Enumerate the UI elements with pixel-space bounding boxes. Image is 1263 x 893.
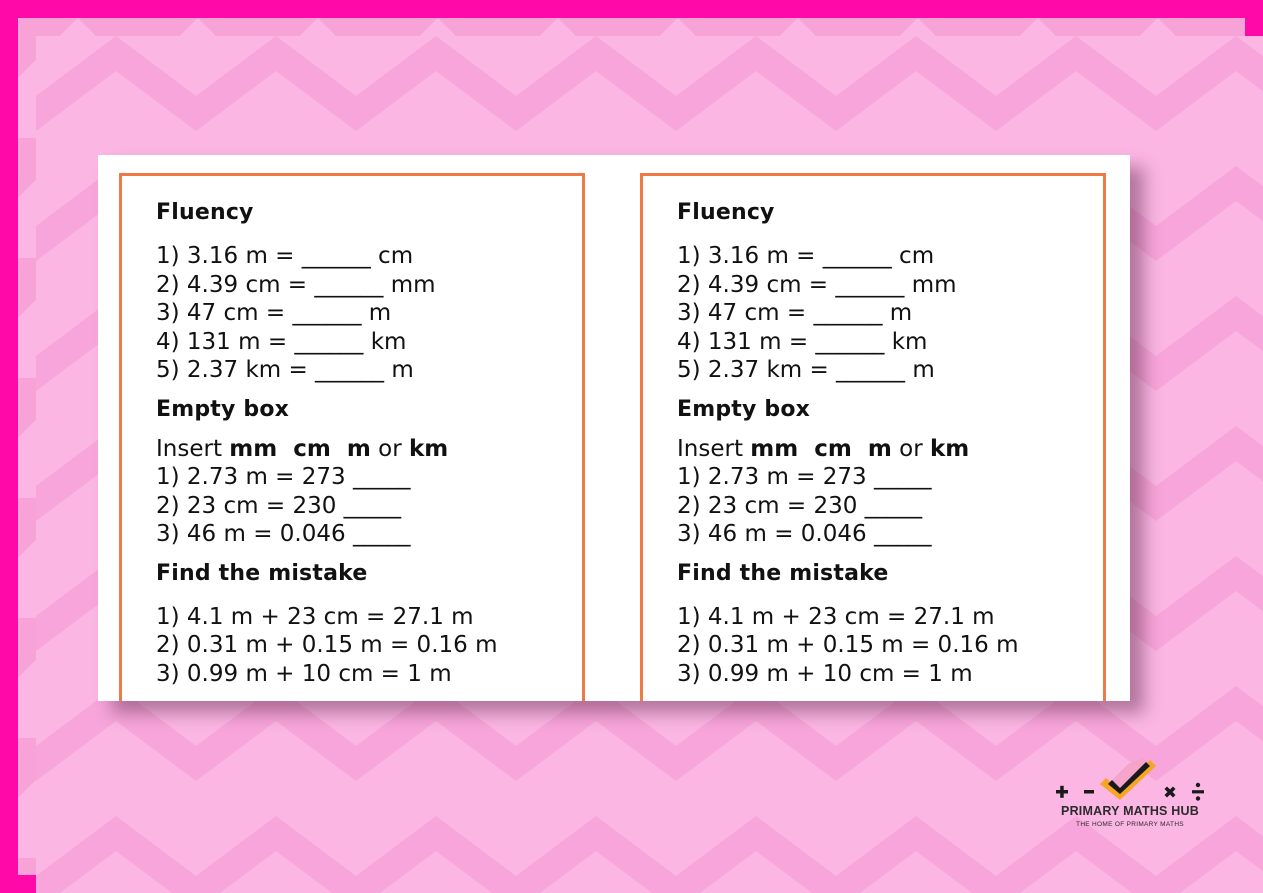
fluency-question: 4) 131 m = ______ km	[156, 328, 407, 355]
fluency-question: 1) 3.16 m = ______ cm	[677, 243, 935, 269]
find-mistake-section	[677, 561, 1103, 689]
empty-box-question: 2) 23 cm = 230 _____	[677, 492, 923, 519]
fluency-question: 2) 4.39 cm = ______ mm	[677, 271, 957, 298]
find-mistake-heading: Find the mistake	[156, 560, 368, 586]
instruction-last-unit: km	[408, 435, 449, 462]
worksheet	[98, 155, 1130, 701]
instruction-insert: Insert	[677, 435, 743, 462]
fluency-question: 1) 3.16 m = ______ cm	[156, 243, 414, 269]
logo-name: PRIMARY MATHS HUB	[1061, 804, 1199, 818]
find-mistake-question: 1) 4.1 m + 23 cm = 27.1 m	[156, 603, 474, 630]
find-mistake-question: 1) 4.1 m + 23 cm = 27.1 m	[677, 603, 995, 630]
fluency-question: 3) 47 cm = ______ m	[677, 300, 913, 326]
fluency-question: 2) 4.39 cm = ______ mm	[156, 271, 436, 298]
empty-box-question: 3) 46 m = 0.046 _____	[156, 521, 411, 547]
worksheet-card-right	[640, 173, 1106, 701]
find-mistake-section	[156, 561, 582, 689]
empty-box-heading: Empty box	[677, 396, 811, 422]
fluency-section	[156, 200, 582, 385]
empty-box-heading: Empty box	[156, 396, 290, 422]
empty-box-question: 1) 2.73 m = 273 _____	[677, 464, 932, 490]
empty-box-section	[677, 397, 1103, 549]
worksheet-card-left	[119, 173, 585, 701]
instruction-units: mm cm m	[750, 435, 892, 462]
fluency-question: 5) 2.37 km = ______ m	[677, 357, 935, 383]
instruction-or: or	[378, 435, 402, 462]
empty-box-instruction	[156, 435, 582, 464]
fluency-heading: Fluency	[156, 200, 254, 225]
instruction-last-unit: km	[929, 435, 970, 462]
fluency-question: 3) 47 cm = ______ m	[156, 300, 392, 326]
empty-box-question: 2) 23 cm = 230 _____	[156, 492, 402, 519]
empty-box-section	[156, 397, 582, 549]
empty-box-question: 3) 46 m = 0.046 _____	[677, 521, 932, 547]
empty-box-question: 1) 2.73 m = 273 _____	[156, 464, 411, 490]
find-mistake-question: 3) 0.99 m + 10 cm = 1 m	[156, 660, 452, 687]
instruction-or: or	[899, 435, 923, 462]
find-mistake-heading: Find the mistake	[677, 560, 889, 586]
find-mistake-question: 2) 0.31 m + 0.15 m = 0.16 m	[677, 632, 1019, 658]
empty-box-instruction	[677, 435, 1103, 464]
fluency-question: 5) 2.37 km = ______ m	[156, 357, 414, 383]
fluency-section	[677, 200, 1103, 385]
find-mistake-question: 2) 0.31 m + 0.15 m = 0.16 m	[156, 632, 498, 658]
logo-tagline: THE HOME OF PRIMARY MATHS	[1076, 821, 1184, 828]
logo-symbols-icon	[1040, 752, 1220, 804]
primary-maths-hub-logo	[1040, 752, 1220, 832]
fluency-question: 4) 131 m = ______ km	[677, 328, 928, 355]
fluency-heading: Fluency	[677, 200, 775, 225]
instruction-units: mm cm m	[229, 435, 371, 462]
check-icon	[1100, 758, 1156, 800]
instruction-insert: Insert	[156, 435, 222, 462]
find-mistake-question: 3) 0.99 m + 10 cm = 1 m	[677, 660, 973, 687]
